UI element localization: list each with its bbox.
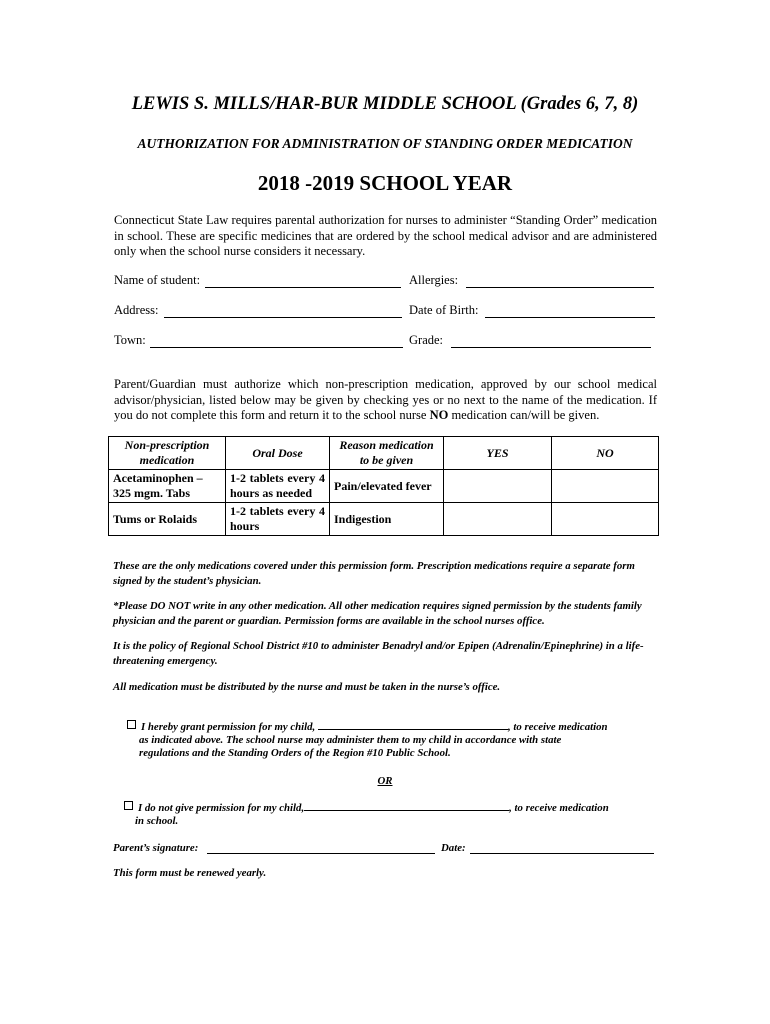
medication-cell: Tums or Rolaids	[109, 503, 226, 536]
parent-signature-label: Parent’s signature:	[113, 842, 199, 854]
deny-checkbox[interactable]	[124, 801, 133, 810]
grade-field[interactable]	[451, 347, 651, 348]
address-field[interactable]	[164, 317, 402, 318]
note-only-medications: These are the only medications covered under this permission form. Prescription medications require a separate form signed by the student’s physician.	[113, 560, 635, 587]
or-label: OR	[377, 775, 393, 787]
note-distribution: All medication must be distributed by the nurse and must be taken in the nurse’s office.	[113, 681, 501, 693]
dose-cell: 1-2 tablets every 4 hours as needed	[226, 470, 330, 503]
no-cell[interactable]	[552, 470, 659, 503]
renewal-note: This form must be renewed yearly.	[113, 867, 267, 879]
medication-table	[108, 436, 659, 536]
grant-permission-line	[127, 719, 608, 734]
parent-signature-field[interactable]	[207, 853, 435, 854]
deny-line-2: in school.	[135, 815, 179, 827]
school-year: 2018 -2019 SCHOOL YEAR	[257, 171, 513, 195]
yes-cell[interactable]	[444, 503, 552, 536]
parent-note-text-end: medication can/will be given.	[448, 408, 600, 422]
address-label: Address:	[114, 303, 159, 317]
deny-child-name-field[interactable]	[304, 800, 509, 811]
grade-label: Grade:	[409, 333, 444, 347]
dose-cell: 1-2 tablets every 4 hours	[226, 503, 330, 536]
medication-cell: Acetaminophen – 325 mgm. Tabs	[109, 470, 226, 503]
header-oral-dose: Oral Dose	[226, 437, 330, 470]
table-header-row	[109, 437, 659, 470]
table-row	[109, 503, 659, 536]
grant-text: I hereby grant permission for my child,	[141, 721, 318, 733]
town-field[interactable]	[150, 347, 403, 348]
grant-line-3: regulations and the Standing Orders of the Region #10 Public School.	[139, 747, 451, 759]
table-row	[109, 470, 659, 503]
reason-cell: Indigestion	[330, 503, 444, 536]
grant-child-name-field[interactable]	[318, 719, 508, 730]
note-do-not-write: *Please DO NOT write in any other medication. All other medication requires signed permission by the students family physician and the parent or guardian. Permission forms are available in the school nurses office.	[113, 600, 642, 627]
allergies-label: Allergies:	[409, 273, 459, 287]
deny-suffix: , to receive medication	[509, 802, 609, 814]
header-no: NO	[552, 437, 659, 470]
grant-suffix: , to receive medication	[507, 721, 608, 733]
header-yes: YES	[444, 437, 552, 470]
parent-note-no: NO	[429, 408, 449, 422]
date-of-birth-field[interactable]	[485, 317, 655, 318]
name-of-student-label: Name of student:	[114, 273, 201, 287]
date-label: Date:	[441, 842, 466, 854]
town-label: Town:	[114, 333, 146, 347]
header-medication: Non-prescription medication	[109, 437, 226, 470]
deny-permission-line	[124, 800, 609, 815]
school-title: LEWIS S. MILLS/HAR-BUR MIDDLE SCHOOL (Grades 6, 7, 8)	[131, 94, 639, 114]
yes-cell[interactable]	[444, 470, 552, 503]
note-district-policy: It is the policy of Regional School District #10 to administer Benadryl and/or Epipen (Adrenalin/Epinephrine) in a life-threatening emergency.	[113, 640, 644, 667]
parent-note	[114, 377, 657, 424]
allergies-field[interactable]	[466, 287, 654, 288]
grant-line-2: as indicated above. The school nurse may administer them to my child in accordance with state	[139, 734, 562, 746]
no-cell[interactable]	[552, 503, 659, 536]
form-title: AUTHORIZATION FOR ADMINISTRATION OF STANDING ORDER MEDICATION	[137, 136, 633, 151]
name-of-student-field[interactable]	[205, 287, 401, 288]
date-of-birth-label: Date of Birth:	[409, 303, 479, 317]
deny-text: I do not give permission for my child,	[138, 802, 305, 814]
signature-date-field[interactable]	[470, 853, 654, 854]
parent-note-text: Parent/Guardian must authorize which non-prescription medication, approved by our school medical advisor/physician, listed below may be given by checking yes or no next to the name of the medication. If you do not complete this form and return it to the school nurse	[114, 377, 657, 422]
header-reason: Reason medication to be given	[330, 437, 444, 470]
reason-cell: Pain/elevated fever	[330, 470, 444, 503]
intro-paragraph: Connecticut State Law requires parental authorization for nurses to administer “Standing Order” medication in school. These are specific medicines that are ordered by the school medical advisor and are administered only when the school nurse considers it necessary.	[114, 213, 657, 258]
grant-checkbox[interactable]	[127, 720, 136, 729]
